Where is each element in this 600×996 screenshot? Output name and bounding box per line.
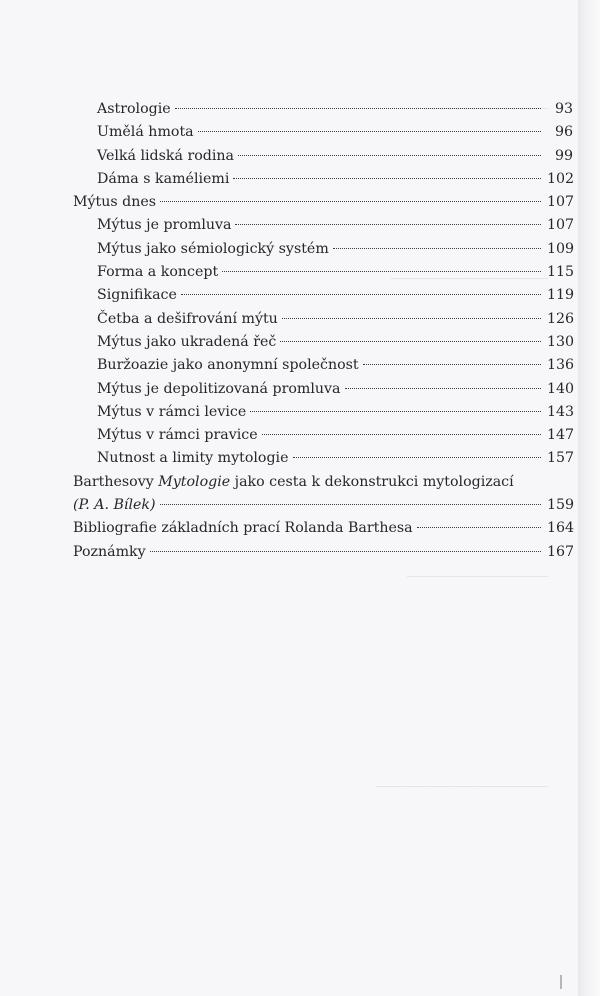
page-edge-shadow	[578, 0, 600, 996]
leader-dots	[175, 108, 541, 109]
leader-dots	[417, 527, 541, 528]
toc-entry-title: Mýtus je promluva	[97, 217, 232, 234]
leader-dots	[198, 131, 541, 132]
toc-entry[interactable]	[73, 447, 573, 470]
title-italic: Mytologie	[158, 473, 231, 490]
toc-entry[interactable]	[73, 261, 573, 284]
toc-entry-page: 93	[554, 101, 573, 117]
toc-entry-page: 136	[547, 357, 575, 374]
toc-entry-title: Mýtus v rámci pravice	[97, 427, 258, 444]
toc-entry-page: 107	[547, 217, 575, 234]
toc-entry[interactable]	[73, 354, 573, 377]
toc-entry-page: 107	[547, 194, 575, 211]
leader-dots	[250, 411, 541, 412]
toc-entry-page: 140	[547, 380, 575, 397]
toc-entry[interactable]	[73, 98, 573, 121]
toc-entry-page: 102	[547, 170, 575, 187]
toc-entry-page: 143	[547, 403, 575, 420]
toc-entry-title: Forma a koncept	[97, 264, 219, 281]
leader-dots	[150, 551, 541, 552]
toc-entry-page: 164	[547, 520, 575, 537]
table-of-contents	[73, 98, 573, 564]
title-suffix: jako cesta k dekonstrukci mytologizací	[230, 473, 514, 490]
toc-entry-title: Bibliografie základních prací Rolanda Barthesa	[73, 520, 413, 537]
toc-entry-page: 167	[547, 543, 575, 560]
leader-dots	[233, 178, 541, 179]
leader-dots	[181, 294, 541, 295]
toc-entry-page: 96	[554, 124, 573, 141]
leader-dots	[222, 271, 541, 272]
toc-entry-chapter[interactable]	[73, 541, 573, 564]
toc-entry-title: Signifikace	[97, 287, 177, 304]
toc-entry-title: Poznámky	[73, 543, 146, 560]
page-corner-mark	[560, 975, 562, 989]
leader-dots	[235, 224, 541, 225]
leader-dots	[280, 341, 541, 342]
toc-entry-page: 147	[547, 427, 575, 444]
leader-dots	[293, 457, 542, 458]
toc-entry[interactable]	[73, 424, 573, 447]
toc-entry-title: Četba a dešifrování mýtu	[97, 310, 278, 327]
toc-entry-page: 157	[547, 450, 575, 467]
leader-dots	[282, 318, 541, 319]
toc-entry[interactable]	[73, 168, 573, 191]
toc-entry[interactable]	[73, 308, 573, 331]
toc-entry-page: 159	[547, 497, 575, 514]
leader-dots	[363, 364, 541, 365]
toc-entry[interactable]	[73, 401, 573, 424]
title-prefix: Barthesovy	[73, 473, 159, 490]
toc-entry-chapter[interactable]	[73, 517, 573, 540]
leader-dots	[160, 504, 541, 505]
toc-entry-title	[73, 471, 514, 494]
toc-entry-title: Buržoazie jako anonymní společnost	[97, 357, 359, 374]
toc-entry-page: 99	[554, 147, 573, 164]
toc-entry-page: 119	[547, 287, 575, 304]
toc-entry-page: 115	[547, 264, 575, 281]
toc-entry-title: Mýtus jako sémiologický systém	[97, 240, 329, 257]
leader-dots	[160, 201, 541, 202]
toc-entry-page: 130	[547, 333, 575, 350]
toc-entry-title: Mýtus dnes	[73, 194, 157, 211]
toc-entry-chapter[interactable]	[73, 191, 573, 214]
toc-entry-page: 126	[547, 310, 575, 327]
toc-entry[interactable]	[73, 214, 573, 237]
leader-dots	[333, 248, 541, 249]
toc-entry[interactable]	[73, 331, 573, 354]
bleed-through-line: ────────────────────	[391, 272, 548, 287]
toc-entry-title: Velká lidská rodina	[97, 147, 234, 164]
toc-entry-title: Dáma s kaméliemi	[97, 170, 230, 187]
toc-entry[interactable]	[73, 121, 573, 144]
leader-dots	[238, 155, 541, 156]
toc-entry-author: (P. A. Bílek)	[73, 497, 156, 514]
toc-entry-chapter[interactable]	[73, 471, 573, 494]
toc-entry-title: Mýtus v rámci levice	[97, 403, 247, 420]
leader-dots	[345, 388, 542, 389]
toc-entry[interactable]	[73, 145, 573, 168]
toc-entry-page: 109	[547, 240, 575, 257]
toc-entry[interactable]	[73, 238, 573, 261]
leader-dots	[262, 434, 541, 435]
toc-entry-title: Mýtus je depolitizovaná promluva	[97, 380, 341, 397]
toc-entry-title: Nutnost a limity mytologie	[97, 450, 289, 467]
toc-entry[interactable]	[73, 378, 573, 401]
bleed-through-line: ──────────────────	[407, 570, 548, 585]
toc-entry-title: Mýtus jako ukradená řeč	[97, 333, 277, 350]
bleed-through-line: ────────────────	[422, 102, 548, 117]
toc-entry-continuation[interactable]	[73, 494, 573, 517]
toc-entry[interactable]	[73, 284, 573, 307]
toc-entry-title: Umělá hmota	[97, 124, 194, 141]
toc-entry-title: Astrologie	[97, 101, 171, 117]
bleed-through-line: ──────────────────────	[375, 780, 548, 795]
